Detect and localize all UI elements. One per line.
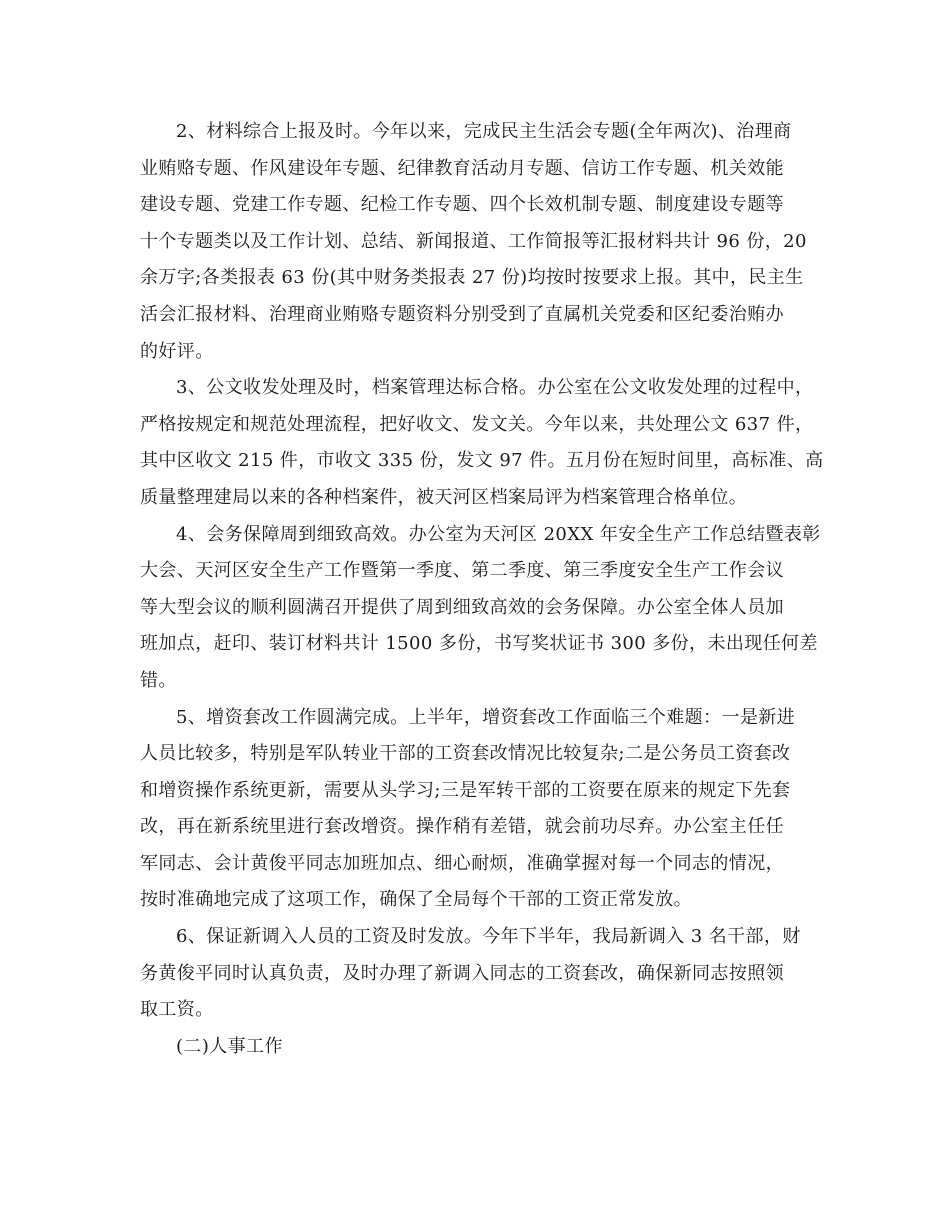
text-line: 建设专题、党建工作专题、纪检工作专题、四个长效机制专题、制度建设专题等 [140,194,784,216]
text-line: 等大型会议的顺利圆满召开提供了周到细致高效的会务保障。办公室全体人员加 [140,596,784,618]
text-line: 活会汇报材料、治理商业贿赂专题资料分别受到了直属机关党委和区纪委治贿办 [140,303,784,325]
section-heading [140,1029,812,1066]
text-line: 6、保证新调入人员的工资及时发放。今年下半年，我局新调入 3 名干部，财 [176,926,801,948]
text-line: 大会、天河区安全生产工作暨第一季度、第二季度、第三季度安全生产工作会议 [140,560,784,582]
text-line: 错。 [140,669,177,691]
paragraph-item-6 [140,919,812,1029]
text-line: 其中区收文 215 件，市收文 335 份，发文 97 件。五月份在短时间里，高标准、高 [140,450,824,472]
text-line: 2、材料综合上报及时。今年以来，完成民主生活会专题(全年两次)、治理商 [176,121,792,142]
text-line: 班加点，赶印、装订材料共计 1500 多份，书写奖状证书 300 多份，未出现任何差 [140,633,818,655]
text-line: 的好评。 [140,340,214,362]
paragraph-item-2 [140,114,812,370]
text-line: 十个专题类以及工作计划、总结、新闻报道、工作简报等汇报材料共计 96 份，20 [140,230,807,252]
paragraph-item-3 [140,370,824,516]
text-line: 取工资。 [140,999,214,1021]
document-body [140,114,824,1065]
paragraph-item-5 [140,700,812,920]
paragraph-item-4 [140,517,821,700]
text-line: 务黄俊平同时认真负责，及时办理了新调入同志的工资套改，确保新同志按照领 [140,962,784,984]
text-line: 人员比较多，特别是军队转业干部的工资套改情况比较复杂;二是公务员工资套改 [140,743,791,765]
text-line: 5、增资套改工作圆满完成。上半年，增资套改工作面临三个难题：一是新进 [176,706,796,728]
section-heading-text: (二)人事工作 [176,1035,283,1057]
text-line: 业贿赂专题、作风建设年专题、纪律教育活动月专题、信访工作专题、机关效能 [140,157,784,179]
text-line: 军同志、会计黄俊平同志加班加点、细心耐烦，准确掌握对每一个同志的情况， [140,852,784,874]
text-line: 和增资操作系统更新，需要从头学习;三是军转干部的工资要在原来的规定下先套 [140,779,791,801]
text-line: 4、会务保障周到细致高效。办公室为天河区 20XX 年安全生产工作总结暨表彰 [176,523,821,545]
text-line: 改，再在新系统里进行套改增资。操作稍有差错，就会前功尽弃。办公室主任任 [140,816,784,838]
text-line: 余万字;各类报表 63 份(其中财务类报表 27 份)均按时按要求上报。其中，民主生 [140,267,804,289]
text-line: 3、公文收发处理及时，档案管理达标合格。办公室在公文收发处理的过程中， [176,377,814,399]
text-line: 严格按规定和规范处理流程，把好收文、发文关。今年以来，共处理公文 637 件， [140,413,814,435]
text-line: 按时准确地完成了这项工作，确保了全局每个干部的工资正常发放。 [140,889,692,911]
text-line: 质量整理建局以来的各种档案件，被天河区档案局评为档案管理合格单位。 [140,486,748,508]
